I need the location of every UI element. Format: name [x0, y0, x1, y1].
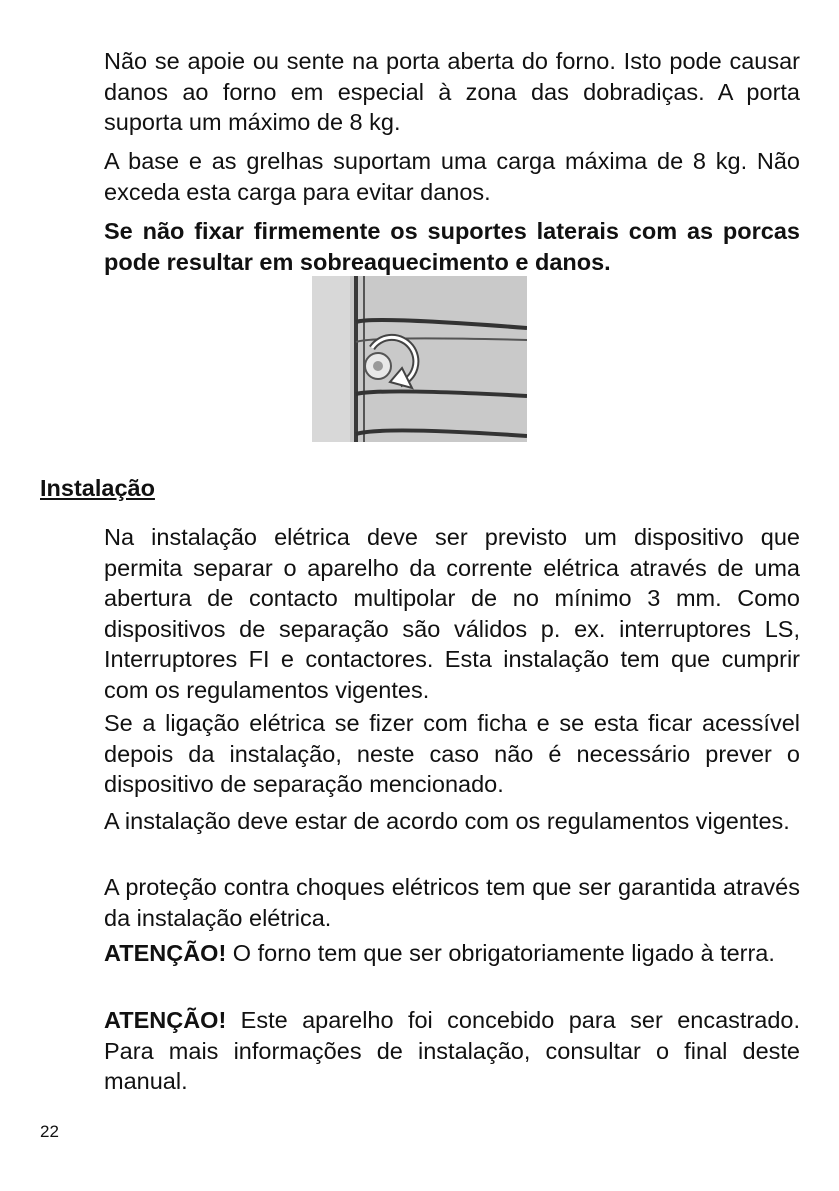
warning-text: O forno tem que ser obrigatoriamente ligado à terra. [226, 940, 775, 966]
side-support-figure [312, 276, 527, 442]
warning-door: Não se apoie ou sente na porta aberta do forno. Isto pode causar danos ao forno em especial à zona das dobradiças. A porta suporta um máximo de 8 kg. [104, 48, 800, 135]
installation-paragraph-3: A instalação deve estar de acordo com os regulamentos vigentes. [104, 808, 790, 834]
warning-label: ATENÇÃO! [104, 1007, 227, 1033]
warning-label: ATENÇÃO! [104, 940, 227, 966]
installation-paragraph-1: Na instalação elétrica deve ser previsto um dispositivo que permita separar o aparelho da corrente elétrica através de uma abertura de contacto multipolar de no mínimo 3 mm. Como dispositivos de separação são válidos p. ex. interruptores LS, Interruptores FI e contactores. Esta instalação tem que cumprir com os regulamentos vigentes. [104, 524, 800, 703]
warning-load: A base e as grelhas suportam uma carga máxima de 8 kg. Não exceda esta carga para evitar danos. [104, 148, 800, 205]
warning-text: Este aparelho foi concebido para ser encastrado. Para mais informações de instalação, consultar o final deste manual. [104, 1007, 800, 1094]
warning-supports: Se não fixar firmemente os suportes laterais com as porcas pode resultar em sobreaquecimento e danos. [104, 218, 800, 275]
page-number: 22 [40, 1122, 59, 1141]
section-heading-installation: Instalação [40, 475, 155, 501]
installation-paragraph-2: Se a ligação elétrica se fizer com ficha e se esta ficar acessível depois da instalação, neste caso não é necessário prever o dispositivo de separação mencionado. [104, 710, 800, 797]
installation-warning-builtin [104, 1005, 800, 1097]
installation-warning-earth [104, 938, 800, 969]
installation-paragraph-4: A proteção contra choques elétricos tem que ser garantida através da instalação elétrica. [104, 874, 800, 931]
